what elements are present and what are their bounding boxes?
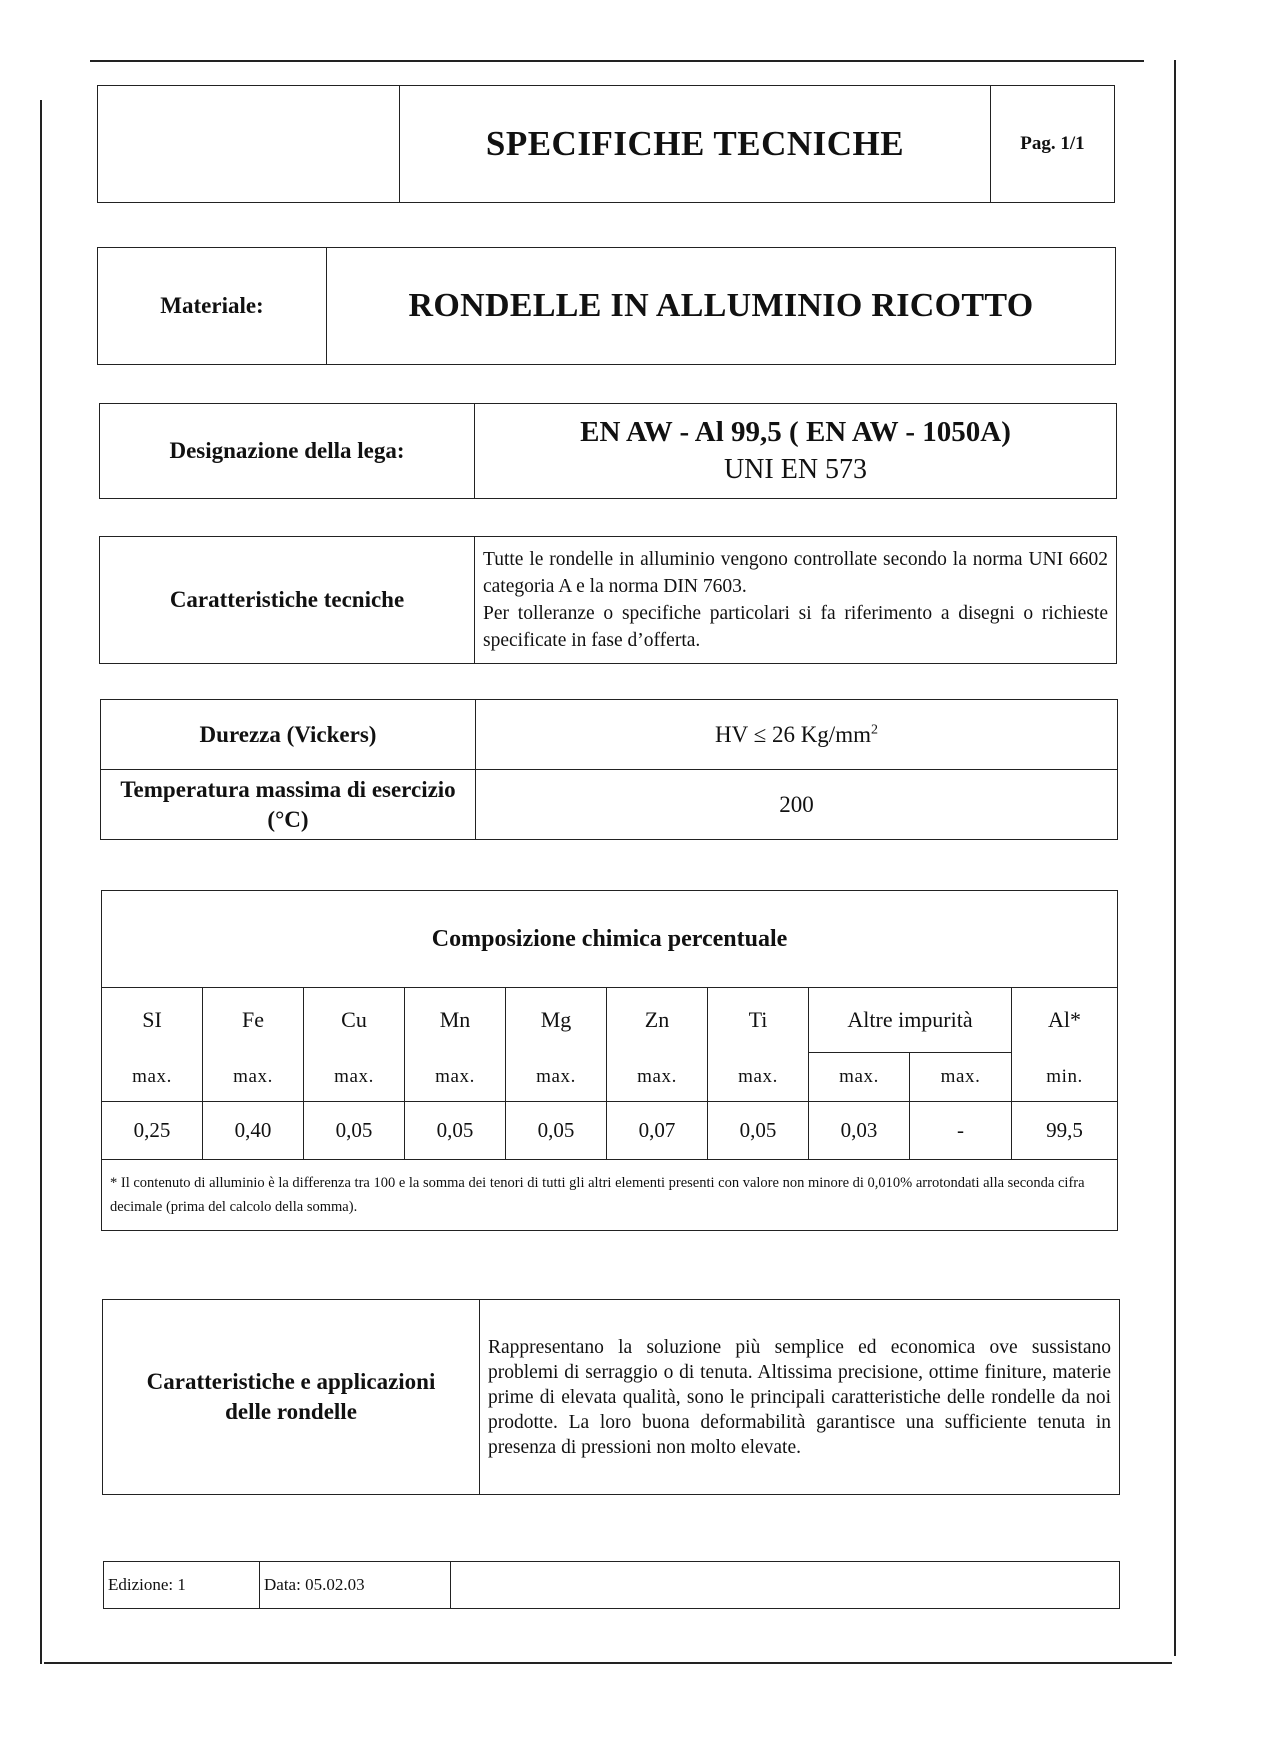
footer-table — [103, 1561, 1120, 1609]
limit-cell: max. — [910, 1053, 1012, 1102]
applications-table — [102, 1299, 1120, 1495]
page-border-top — [90, 60, 1144, 62]
limit-cell: max. — [607, 1053, 708, 1102]
element-zn: Zn — [607, 988, 708, 1053]
properties-table — [100, 699, 1118, 840]
limit-cell: max. — [708, 1053, 809, 1102]
limit-cell: max. — [506, 1053, 607, 1102]
value-fe: 0,40 — [203, 1102, 304, 1160]
applications-label-line: delle rondelle — [225, 1399, 357, 1424]
value-other-2: - — [910, 1102, 1012, 1160]
value-zn: 0,07 — [607, 1102, 708, 1160]
element-other-impurities: Altre impurità — [809, 988, 1012, 1053]
hardness-label: Durezza (Vickers) — [101, 700, 476, 770]
limit-cell: max. — [405, 1053, 506, 1102]
applications-label — [103, 1300, 480, 1495]
document-title: SPECIFICHE TECNICHE — [400, 86, 991, 203]
limit-cell: max. — [809, 1053, 910, 1102]
hardness-value — [476, 700, 1118, 770]
header-table — [97, 85, 1115, 203]
alloy-designation: EN AW - Al 99,5 ( EN AW - 1050A) — [580, 416, 1011, 448]
hardness-text: HV ≤ 26 Kg/mm — [715, 721, 871, 747]
value-al: 99,5 — [1012, 1102, 1118, 1160]
value-cu: 0,05 — [304, 1102, 405, 1160]
hardness-exponent: 2 — [870, 721, 878, 737]
composition-title: Composizione chimica percentuale — [102, 891, 1118, 988]
applications-text: Rappresentano la soluzione più semplice ed economica ove sussistano problemi di serraggio o di tenuta. Altissima precisione, ottime finiture, materie prime di elevata qualità, sono le principali caratteristiche delle rondelle da noi prodotte. La loro buona deformabilità garantisce una sufficiente tenuta in presenza di pressioni non molto elevate. — [480, 1300, 1120, 1495]
applications-label-line: Caratteristiche e applicazioni — [146, 1369, 436, 1394]
alloy-label: Designazione della lega: — [100, 404, 475, 499]
material-table — [97, 247, 1116, 365]
material-value: RONDELLE IN ALLUMINIO RICOTTO — [327, 248, 1116, 365]
limit-cell: min. — [1012, 1053, 1118, 1102]
technical-label: Caratteristiche tecniche — [100, 537, 475, 664]
composition-table — [101, 890, 1118, 1231]
logo-cell — [98, 86, 400, 203]
element-al: Al* — [1012, 988, 1118, 1053]
date: Data: 05.02.03 — [260, 1562, 451, 1609]
element-fe: Fe — [203, 988, 304, 1053]
page-border-right — [1174, 60, 1176, 1656]
alloy-value — [475, 404, 1117, 499]
page-number: Pag. 1/1 — [991, 86, 1115, 203]
value-mg: 0,05 — [506, 1102, 607, 1160]
limit-cell: max. — [102, 1053, 203, 1102]
edition: Edizione: 1 — [104, 1562, 260, 1609]
element-cu: Cu — [304, 988, 405, 1053]
footer-blank — [451, 1562, 1120, 1609]
limit-cell: max. — [203, 1053, 304, 1102]
value-ti: 0,05 — [708, 1102, 809, 1160]
limit-cell: max. — [304, 1053, 405, 1102]
alloy-table — [99, 403, 1117, 499]
technical-text — [475, 537, 1117, 664]
value-other-1: 0,03 — [809, 1102, 910, 1160]
technical-line: Per tolleranze o specifiche particolari si fa riferimento a disegni o richieste specificate in fase d’offerta. — [483, 603, 1108, 651]
value-si: 0,25 — [102, 1102, 203, 1160]
element-mn: Mn — [405, 988, 506, 1053]
element-ti: Ti — [708, 988, 809, 1053]
page-border-bottom — [44, 1662, 1172, 1664]
temperature-value: 200 — [476, 770, 1118, 840]
technical-line: Tutte le rondelle in alluminio vengono controllate secondo la norma UNI 6602 categoria A e la norma DIN 7603. — [483, 549, 1108, 597]
value-mn: 0,05 — [405, 1102, 506, 1160]
temperature-label: Temperatura massima di esercizio (°C) — [101, 770, 476, 840]
element-mg: Mg — [506, 988, 607, 1053]
page-border-left — [40, 100, 42, 1664]
material-label: Materiale: — [98, 248, 327, 365]
element-si: SI — [102, 988, 203, 1053]
alloy-standard: UNI EN 573 — [723, 454, 868, 485]
technical-table — [99, 536, 1117, 664]
composition-note: * Il contenuto di alluminio è la differenza tra 100 e la somma dei tenori di tutti gli altri elementi presenti con valore non minore di 0,010% arrotondati alla seconda cifra decimale (prima del calcolo della somma). — [102, 1160, 1118, 1231]
